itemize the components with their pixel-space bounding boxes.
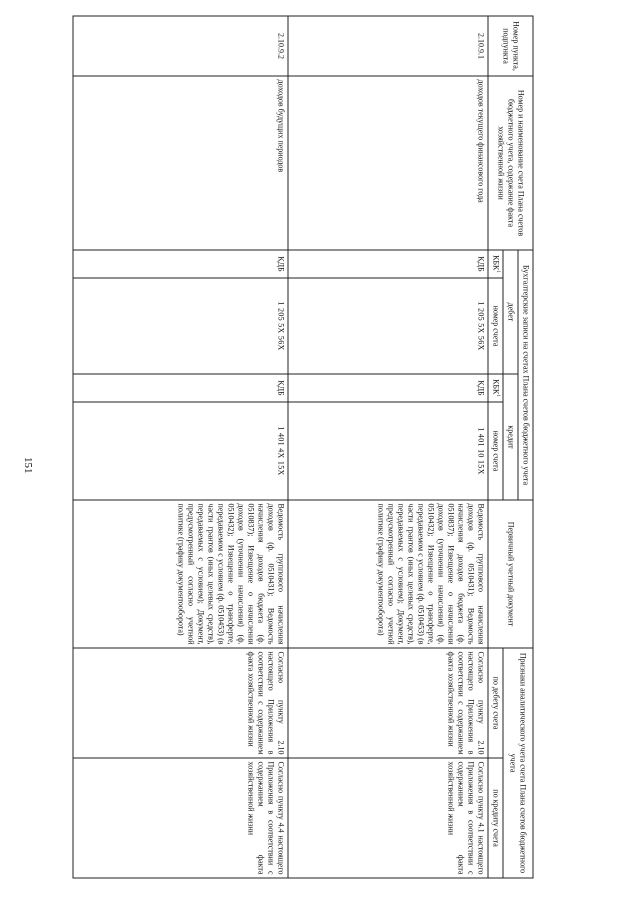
header-debit: дебет [503,250,518,374]
row-debit-analytics: Согласно пункту 2.10 настоящего Приложения в соответствии с содержанием факта хозяйственной жизни [73,648,288,758]
row-account-name: доходов будущих периодов [73,76,288,250]
header-analytics: Признаки аналитического учета счета Плана счетов бюджетного учета [503,648,533,878]
row-debit-account: 1 205 5Х 56Х [288,278,488,374]
row-debit-kbk: КДБ [73,250,288,278]
row-credit-account: 1 401 10 15Х [288,402,488,500]
row-account-name: доходов текущего финансового года [288,76,488,250]
row-credit-kbk: КДБ [288,374,488,402]
row-item-no: 2.10.9.1 [288,16,488,76]
header-account-name: Номер и наименование счета Плана счетов бюджетного учета, содержание факта хозяйственной жизни [488,76,533,250]
header-primary-doc: Первичный учетный документ [488,500,533,648]
table-row [73,16,288,878]
header-item-no: Номер пункта, подпункта [488,16,533,76]
header-debit-account-no: номер счета [488,278,503,374]
header-debit-kbk: КБК$^1$ [488,250,503,278]
row-debit-account: 1 205 5Х 56Х [73,278,288,374]
header-credit-kbk: КБК$^1$ [488,374,503,402]
header-entries: Бухгалтерские записи на счетах Плана счетов бюджетного учета [518,250,533,500]
accounting-entries-table [73,16,534,879]
table-row [288,16,488,878]
header-by-credit: по кредиту счета [488,758,503,878]
row-credit-analytics: Согласно пункту 4.1 настоящего Приложения в соответствии с содержанием факта хозяйственной жизни [288,758,488,878]
row-credit-analytics: Согласно пункту 4.4 настоящего Приложения в соответствии с содержанием факта хозяйственной жизни [73,758,288,878]
row-credit-kbk: КДБ [73,374,288,402]
header-credit: кредит [503,374,518,500]
row-debit-kbk: КДБ [288,250,488,278]
page-number: 151 [22,457,34,474]
header-credit-account-no: номер счета [488,402,503,500]
accounting-table-sheet [0,16,534,878]
header-by-debit: по дебету счета [488,648,503,758]
row-credit-account: 1 401 4Х 15Х [73,402,288,500]
row-item-no: 2.10.9.2 [73,16,288,76]
row-debit-analytics: Согласно пункту 2.10 настоящего Приложения в соответствии с содержанием факта хозяйственной жизни [288,648,488,758]
row-primary-document: Ведомость группового начисления доходов (ф. 0510431); Ведомость начисления доходов бюджета (ф. 0510837); Извещение о начислении доходов (уточнении начисления) (ф. 0510432); Извещение о трансферте, передаваемом с условием (ф. 0510453) (в части грантов (иных целевых средств), передаваемых с условием); Документ, предусмотренный согласно учетной политике (графику документооборота) [73,500,288,648]
row-primary-document: Ведомость группового начисления доходов (ф. 0510431); Ведомость начисления доходов бюджета (ф. 0510837); Извещение о начислении доходов (уточнении начисления) (ф. 0510432); Извещение о трансферте, передаваемом с условием (ф. 0510453) (в части грантов (иных целевых средств), передаваемых с условием); Документ, предусмотренный согласно учетной политике (графику документооборота) [288,500,488,648]
